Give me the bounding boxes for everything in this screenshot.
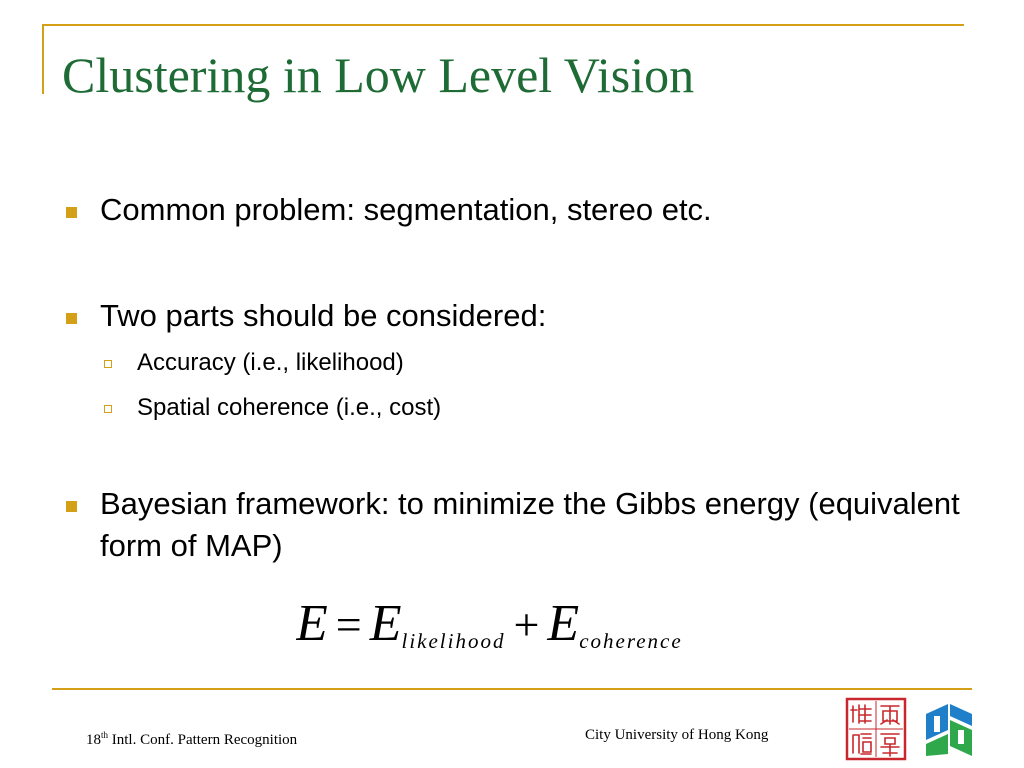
equation-lhs: E [296, 595, 328, 652]
equation-term2-subscript: coherence [579, 629, 683, 653]
footer-university: City University of Hong Kong [585, 727, 769, 743]
top-left-rule [42, 24, 44, 94]
slide-title: Clustering in Low Level Vision [62, 47, 695, 103]
equation-term1: E [369, 595, 402, 652]
footer-conference-number: 18 [86, 732, 101, 748]
sub-bullet-accuracy: Accuracy (i.e., likelihood) [137, 349, 404, 376]
equation-term2: E [547, 595, 580, 652]
bullet-3: Bayesian framework: to minimize the Gibbs energy (equivalent form of MAP) [100, 483, 960, 567]
energy-equation [296, 594, 722, 664]
footer-conference-name: Intl. Conf. Pattern Recognition [108, 732, 298, 748]
footer-conference-superscript: th [101, 730, 109, 740]
footer-rule [52, 688, 972, 690]
footer-conference [86, 726, 297, 749]
bullet-2: Two parts should be considered: [100, 295, 546, 337]
cityu-logo-icon [920, 700, 978, 758]
equation-plus: + [513, 599, 540, 650]
seal-stamp-icon [845, 697, 907, 761]
bullet-1: Common problem: segmentation, stereo etc. [100, 189, 712, 231]
equation-equals: = [335, 599, 362, 650]
sub-bullet-spatial-coherence: Spatial coherence (i.e., cost) [137, 394, 442, 421]
equation-term1-subscript: likelihood [401, 629, 506, 653]
top-rule [42, 24, 964, 26]
